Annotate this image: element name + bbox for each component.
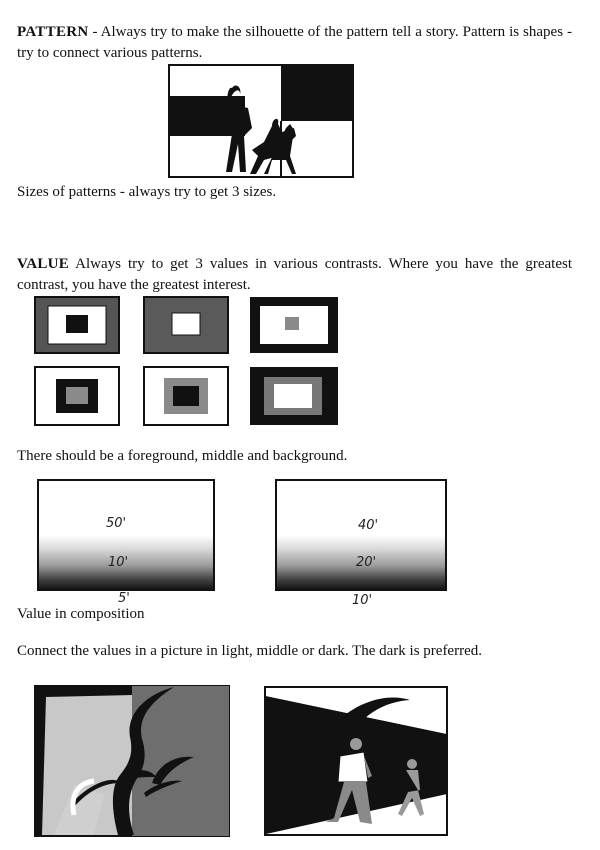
distance-frame-left bbox=[38, 480, 214, 606]
swatch-1 bbox=[35, 297, 119, 353]
value-swatches-grid bbox=[34, 296, 344, 428]
value-in-composition-caption: Value in composition bbox=[17, 606, 145, 622]
right-distance-top: 40' bbox=[358, 518, 379, 533]
distance-value-frames bbox=[36, 478, 476, 606]
connect-values-text: Connect the values in a picture in light, middle or dark. The dark is preferred. bbox=[17, 643, 482, 659]
swatch-6 bbox=[250, 367, 338, 425]
abstract-value-picture bbox=[34, 685, 230, 837]
distance-frame-right bbox=[276, 480, 446, 606]
pattern-heading: PATTERN bbox=[17, 24, 89, 40]
swatch-5 bbox=[144, 367, 228, 425]
swatch-4 bbox=[35, 367, 119, 425]
right-distance-bottom: 10' bbox=[352, 593, 373, 606]
value-paragraph bbox=[17, 254, 572, 296]
pattern-silhouette-figure bbox=[168, 64, 354, 178]
pattern-text: - Always try to make the silhouette of the pattern tell a story. Pattern is shapes - try to connect various patterns. bbox=[17, 24, 572, 61]
left-distance-middle: 10' bbox=[108, 555, 129, 570]
swatch-2 bbox=[144, 297, 228, 353]
left-distance-top: 50' bbox=[106, 516, 127, 531]
sizes-of-patterns-text: Sizes of patterns - always try to get 3 sizes. bbox=[17, 184, 277, 200]
value-text: Always try to get 3 values in various contrasts. Where you have the greatest contrast, you have the greatest interest. bbox=[17, 256, 572, 293]
figures-value-picture bbox=[264, 686, 448, 836]
swatch-3 bbox=[250, 297, 338, 353]
left-distance-bottom: 5' bbox=[118, 591, 130, 606]
right-distance-middle: 20' bbox=[356, 555, 377, 570]
foreground-middle-background-text: There should be a foreground, middle and background. bbox=[17, 448, 348, 464]
value-heading: VALUE bbox=[17, 256, 70, 272]
pattern-paragraph bbox=[17, 22, 572, 64]
